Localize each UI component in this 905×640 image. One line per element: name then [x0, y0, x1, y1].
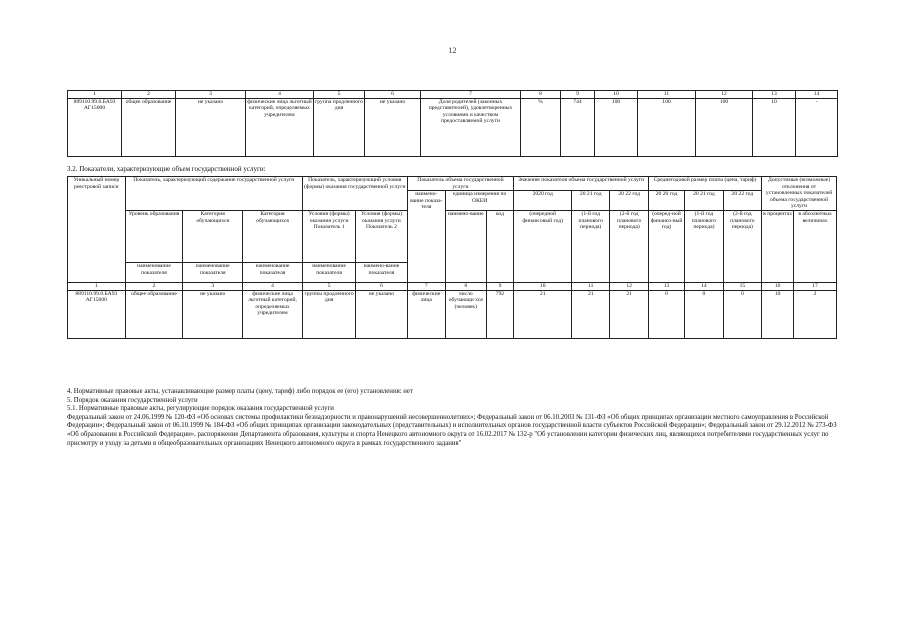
column-number: 1: [68, 91, 122, 99]
header-p2021: 20 21 год: [685, 191, 723, 211]
header-pplan2: (2-й год планового периода): [723, 210, 761, 282]
table-cell: 21: [514, 290, 572, 338]
table-header-row: [68, 91, 838, 99]
header-deviation: Допустимые (возможные) отклонения от установленных показателей объема государственной услуги: [762, 177, 837, 211]
header-avg-price: Среднегодовой размер платы (цена, тариф): [648, 177, 761, 191]
header-fin-year: (очередной финансовый год): [514, 210, 572, 282]
note-5: 5. Порядок оказания государственной услуги: [67, 396, 198, 404]
column-number: 8: [445, 282, 486, 290]
header-unit-name: наимено-вание: [445, 210, 486, 282]
column-number: 9: [561, 91, 595, 99]
column-number: 6: [365, 91, 421, 99]
table-cell: физические лица льготный категорий, определяемых учредителем: [246, 98, 314, 156]
header-ind-name4: наименование показателя: [302, 262, 355, 282]
note-laws-text: Федеральный закон от 24.06.1999 № 120-ФЗ «Об основах системы профилактики безнадзорности и правонарушений несовершеннолетних»; Федеральный закон от 06.10.2003 № 131-ФЗ «Об общих принципах организации местного самоуправления в Российской Федерации»; Федеральный закон от 06.10.1999 № 184-ФЗ «Об общих принципах организации законодательных (представительных) и исполнительных органов государственной власти субъектов Российской Федерации»; Федеральный закон от 29.12.2012 № 273-ФЗ «Об образовании в Российской Федерации», распоряжение Департамента образования, культуры и спорта Ненецкого автономного округа от 16.02.2017 № 132-р "Об установлении категории физических лиц, являющихся потребителями государственных услуг по присмотру и уходу за детьми в общеобразовательных организациях Ненецкого автономного округа в рамках государственного задания": [67, 413, 837, 447]
header-pplan1: (1-й год планового периода): [685, 210, 723, 282]
column-number: 5: [302, 282, 355, 290]
column-number: 1: [68, 282, 126, 290]
column-number: 17: [794, 282, 837, 290]
header-pfin: (очеред-ной финансо-вый год): [648, 210, 684, 282]
column-number: 14: [685, 282, 723, 290]
header-y2020: 2020 год: [514, 191, 572, 211]
header-plan1: (1-й год планового периода): [572, 210, 610, 282]
header-abs: в абсолютных величинах: [794, 210, 837, 282]
column-number: 2: [125, 282, 183, 290]
header-regnum: Уникальный номер реестровой записи: [68, 177, 126, 283]
header-volume: Показатель объема государственной услуги: [407, 177, 514, 191]
column-number: 10: [514, 282, 572, 290]
header-level: Уровень образования: [125, 210, 183, 262]
column-number: 7: [407, 282, 445, 290]
header-category: Категория обучающихся: [183, 210, 243, 262]
table-cell: 21: [610, 290, 648, 338]
header-conditions: Показатель, характеризующий условия (формы) оказания государственной услуги: [302, 177, 407, 211]
table-cell: 0: [685, 290, 723, 338]
header-y2022: 20 22 год: [610, 191, 648, 211]
column-number: 14: [796, 91, 838, 99]
table-cell: число обучающи хся (человек): [445, 290, 486, 338]
table-cell: 10: [753, 98, 796, 156]
table-cell: 21: [572, 290, 610, 338]
column-number: 16: [762, 282, 794, 290]
header-ind-name2: наименование показателя: [183, 262, 243, 282]
table-cell: 2: [794, 290, 837, 338]
quality-indicators-table: [67, 90, 838, 157]
table-cell: 100: [638, 98, 696, 156]
column-number: 12: [696, 91, 753, 99]
table-cell: 0: [648, 290, 684, 338]
column-number: 8: [521, 91, 561, 99]
column-number: 3: [183, 282, 243, 290]
header-unit-code: код: [486, 210, 514, 282]
column-number: 10: [595, 91, 638, 99]
column-number: 6: [356, 282, 407, 290]
note-5-1: 5.1. Нормативные правовые акты, регулирующие порядок оказания государственной услуги: [67, 405, 334, 413]
header-volume-value: Значение показателя объема государственной услуги: [514, 177, 649, 191]
table-cell: 744: [561, 98, 595, 156]
volume-indicators-table: [67, 176, 837, 339]
column-number: 7: [421, 91, 521, 99]
header-unit: единица измерения по ОКЕИ: [445, 191, 513, 211]
table-cell: Доля родителей (законных представителей), удовлетворенных условиями и качеством предоставляемой услуги: [421, 98, 521, 156]
section-title: 3.2. Показатели, характеризующие объем государственной услуги:: [67, 165, 266, 173]
table-row: [68, 290, 837, 338]
table-cell: 100: [696, 98, 753, 156]
page-number: 12: [448, 46, 457, 55]
table-cell: общее образование: [125, 290, 183, 338]
column-number: 12: [610, 282, 648, 290]
column-number: 13: [753, 91, 796, 99]
table-cell: 0: [723, 290, 761, 338]
table-cell: физические лица: [407, 290, 445, 338]
column-number: 11: [638, 91, 696, 99]
header-category2: Категория обучающихся: [243, 210, 303, 262]
header-ind-name5: наимено-вание показателя: [356, 262, 407, 282]
header-cond1: Условия (формы) оказания услуги Показатель 1: [302, 210, 355, 262]
header-cond2: Условия (формы) оказания услуги Показатель 2: [356, 210, 407, 262]
column-number: 13: [648, 282, 684, 290]
table-cell: не указано: [183, 290, 243, 338]
table-cell: не указано: [176, 98, 246, 156]
table-cell: 100: [595, 98, 638, 156]
table-cell: не указано: [356, 290, 407, 338]
column-number: 15: [723, 282, 761, 290]
header-ind-name3: наименование показателя: [243, 262, 303, 282]
header-plan2: (2-й год планового периода): [610, 210, 648, 282]
column-number: 4: [246, 91, 314, 99]
column-number: 9: [486, 282, 514, 290]
header-p2022: 20 22 год: [723, 191, 761, 211]
column-number: 2: [122, 91, 176, 99]
table-number-row: [68, 282, 837, 290]
column-number: 5: [314, 91, 365, 99]
table-cell: группа продленного дня: [314, 98, 365, 156]
header-content: Показатель, характеризующий содержание государственной услуги: [125, 177, 302, 211]
table-cell: не указано: [365, 98, 421, 156]
notes-section: [67, 388, 847, 448]
table-cell: физические лица льготный категорий, определяемых учредителем: [243, 290, 303, 338]
table-cell: 10: [762, 290, 794, 338]
table-cell: 792: [486, 290, 514, 338]
header-p2020: 20 20 год: [648, 191, 684, 211]
table-cell: 889110.99.0.БА93 АГ15000: [68, 98, 122, 156]
table-cell: общее образование: [122, 98, 176, 156]
header-y2021: 20 21 год: [572, 191, 610, 211]
note-4: 4. Нормативные правовые акты, устанавливающие размер платы (цену, тариф) либо порядок ее (его) установления: нет: [67, 388, 413, 395]
table-cell: -: [796, 98, 838, 156]
header-pct: в процентах: [762, 210, 794, 282]
column-number: 4: [243, 282, 303, 290]
table-cell: %: [521, 98, 561, 156]
table-cell: группы продленного дня: [302, 290, 355, 338]
table-cell: 889110.99.0.БА93 АГ15000: [68, 290, 126, 338]
header-ind-name1: наименование показателя: [125, 262, 183, 282]
column-number: 3: [176, 91, 246, 99]
header-indicator-name: наимено-вание показа-теля: [407, 191, 445, 283]
column-number: 11: [572, 282, 610, 290]
table-row: [68, 98, 838, 156]
